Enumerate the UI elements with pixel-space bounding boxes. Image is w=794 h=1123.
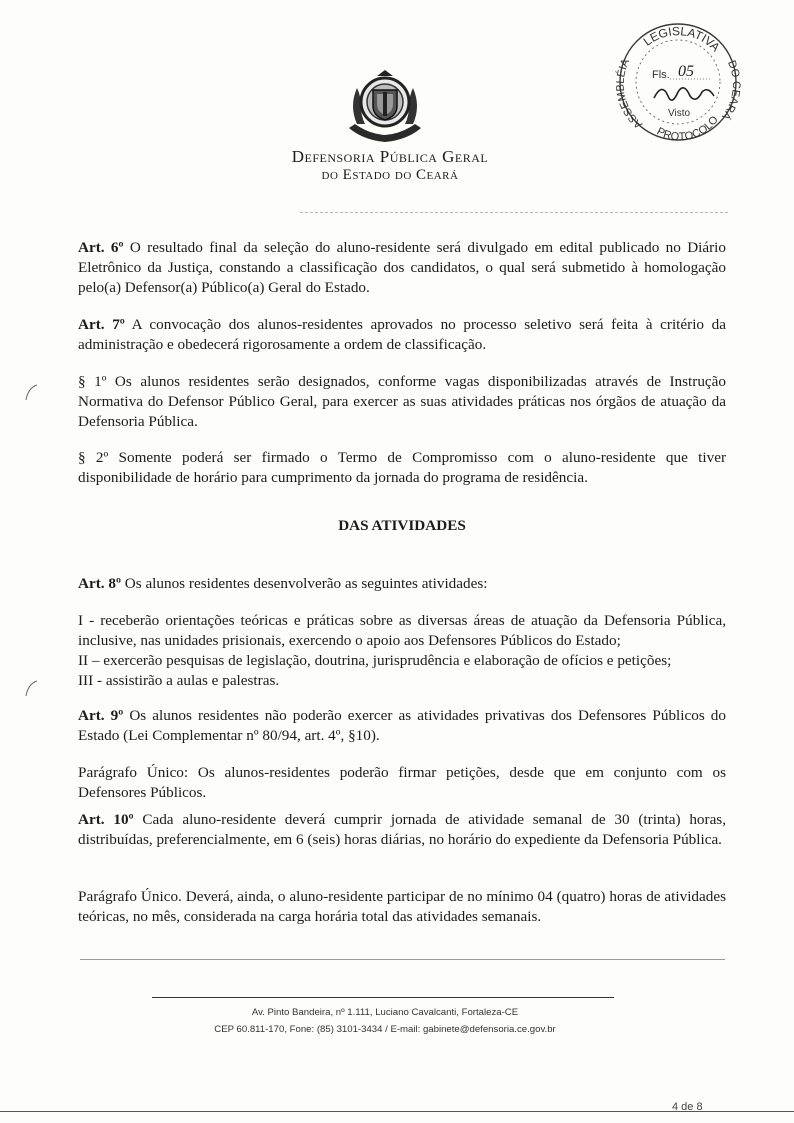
article-10-text: Cada aluno-residente deverá cumprir jornada de atividade semanal de 30 (trinta) horas, distribuídas, preferencialmente, em 6 (seis) horas diárias, no horário do expediente da Defensoria Pública. [78,811,727,848]
stamp-visto-label: Visto [668,108,691,119]
article-8-label: Art. 8º [78,575,121,592]
article-7-label: Art. 7º [78,316,125,333]
article-8-item-ii: II – exercerão pesquisas de legislação, doutrina, jurisprudência e elaboração de ofícios e petições; [78,652,672,669]
article-6-text: O resultado final da seleção do aluno-residente será divulgado em edital publicado no Diário Eletrônico da Justiça, constando a classificação dos candidatos, o qual será submetido à homologação pelo(a) Defensor(a) Público(a) Geral do Estado. [78,239,726,296]
article-9-label: Art. 9º [78,707,124,724]
stamp-fls-label: Fls. [652,69,670,81]
margin-mark-icon [24,384,38,402]
article-6-label: Art. 6º [78,239,124,256]
stamp-left-text: ASSEMBLÉIA [614,57,645,131]
section-title: DAS ATIVIDADES [338,517,466,534]
article-7-paragraph-1: § 1º Os alunos residentes serão designados, conforme vagas disponibilizadas através de Instrução Normativa do Defensor Público Geral, para exercer as suas atividades práticas nos órgãos de atuação da Defensoria Pública. [78,373,726,430]
article-8-item-iii: III - assistirão a aulas e palestras. [78,672,280,689]
institution-name: Defensoria Pública Geral [291,147,489,166]
stamp-right-text: DO CEARÁ [719,58,742,122]
page-number: 4 de 8 [672,1101,703,1113]
article-8 [78,574,726,594]
stamp-bottom-text: PROTOCOLO [654,113,721,144]
article-9-text: Os alunos residentes não poderão exercer as atividades privativas dos Defensores Públicos do Estado (Lei Complementar nº 80/94, art. 4º, §10). [78,707,726,744]
footer-address: Av. Pinto Bandeira, nº 1.111, Luciano Cavalcanti, Fortaleza-CE [251,1007,519,1018]
institution-state: do Estado do Ceará [321,167,459,183]
article-10 [78,810,726,850]
protocol-stamp [606,16,746,148]
article-9-sole-paragraph: Parágrafo Único: Os alunos-residentes poderão firmar petições, desde que em conjunto com os Defensores Públicos. [78,764,726,801]
article-7-paragraph-2: § 2º Somente poderá ser firmado o Termo de Compromisso com o aluno-residente que tiver disponibilidade de horário para cumprimento da jornada do programa de residência. [78,449,726,486]
footer-divider [152,997,614,998]
signature-mark [654,88,714,100]
article-9 [78,706,726,746]
article-7-text: A convocação dos alunos-residentes aprovados no processo seletivo será feita à critério da administração e obedecerá rigorosamente a ordem de classificação. [78,316,726,353]
article-7 [78,315,726,355]
article-8-item-i: I - receberão orientações teóricas e práticas sobre as diversas áreas de atuação da Defensoria Pública, inclusive, nas unidades prisionais, exercendo o apoio aos Defensores Públicos do Estado; [78,612,726,649]
article-10-sole-paragraph: Parágrafo Único. Deverá, ainda, o aluno-residente participar de no mínimo 04 (quatro) horas de atividades teóricas, no mês, considerada na carga horária total das atividades semanais. [78,888,726,925]
stamp-top-text: LEGISLATIVA [640,24,723,55]
footer-contact: CEP 60.811-170, Fone: (85) 3101-3434 / E-mail: gabinete@defensoria.ce.gov.br [214,1024,556,1035]
article-6 [78,238,726,298]
stamp-fls-value: 05 [678,63,694,80]
header-divider [300,212,728,213]
article-8-text: Os alunos residentes desenvolverão as seguintes atividades: [120,575,488,592]
margin-mark-icon [24,680,38,698]
footer-divider-top [80,959,725,960]
coat-of-arms-icon [343,66,427,146]
article-10-label: Art. 10º [78,811,134,828]
